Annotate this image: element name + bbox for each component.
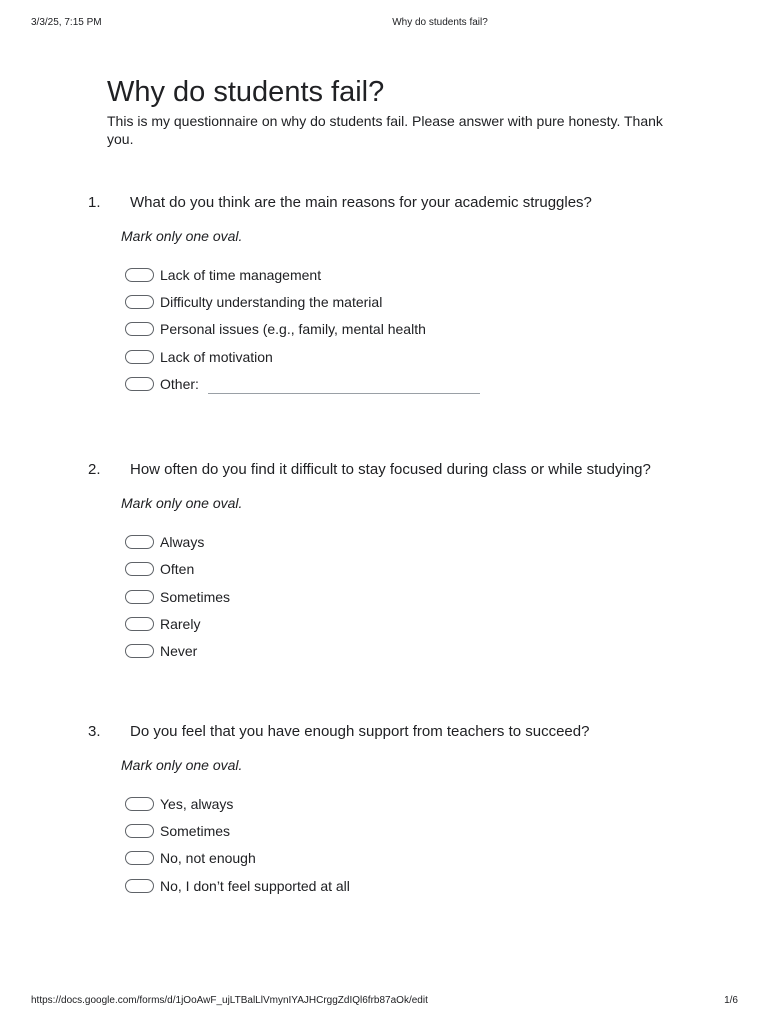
radio-oval[interactable] xyxy=(125,295,154,309)
option-label: Sometimes xyxy=(160,823,231,839)
print-datetime: 3/3/25, 7:15 PM xyxy=(31,17,102,28)
question-hint: Mark only one oval. xyxy=(121,757,243,773)
option-label: No, not enough xyxy=(160,850,256,866)
option-rarely[interactable] xyxy=(125,615,200,633)
radio-oval[interactable] xyxy=(125,824,154,838)
option-often[interactable] xyxy=(125,560,194,578)
option-not-supported[interactable] xyxy=(125,877,350,895)
option-label: Other: xyxy=(160,376,199,392)
question-text: Do you feel that you have enough support from teachers to succeed? xyxy=(130,723,590,740)
option-yes-always[interactable] xyxy=(125,795,233,813)
question-number: 1. xyxy=(88,194,101,211)
radio-oval[interactable] xyxy=(125,377,154,391)
option-label: Difficulty understanding the material xyxy=(160,294,383,310)
radio-oval[interactable] xyxy=(125,590,154,604)
option-lack-of-time-management[interactable] xyxy=(125,266,321,284)
option-label: Lack of motivation xyxy=(160,349,273,365)
print-url: https://docs.google.com/forms/d/1jOoAwF_ujLTBalLlVmynIYAJHCrggZdIQl6frb87aOk/edit xyxy=(31,995,428,1006)
option-label: Often xyxy=(160,561,195,577)
option-label: Personal issues (e.g., family, mental health xyxy=(160,321,426,337)
option-lack-of-motivation[interactable] xyxy=(125,348,273,366)
option-label: Always xyxy=(160,534,205,550)
radio-oval[interactable] xyxy=(125,617,154,631)
option-sometimes[interactable] xyxy=(125,822,230,840)
option-always[interactable] xyxy=(125,533,204,551)
question-number: 2. xyxy=(88,461,101,478)
print-doc-title: Why do students fail? xyxy=(392,17,488,28)
option-difficulty-understanding[interactable] xyxy=(125,293,382,311)
print-footer xyxy=(0,995,768,1009)
option-label: Sometimes xyxy=(160,589,231,605)
option-label: Rarely xyxy=(160,616,201,632)
option-label: Lack of time management xyxy=(160,267,322,283)
radio-oval[interactable] xyxy=(125,879,154,893)
option-label: Yes, always xyxy=(160,796,234,812)
option-label: Never xyxy=(160,643,198,659)
option-no-not-enough[interactable] xyxy=(125,849,256,867)
radio-oval[interactable] xyxy=(125,851,154,865)
option-personal-issues[interactable] xyxy=(125,320,426,338)
radio-oval[interactable] xyxy=(125,644,154,658)
radio-oval[interactable] xyxy=(125,268,154,282)
question-text: What do you think are the main reasons for your academic struggles? xyxy=(130,194,592,211)
other-text-field[interactable] xyxy=(208,380,480,394)
print-header xyxy=(0,17,768,31)
question-number: 3. xyxy=(88,723,101,740)
radio-oval[interactable] xyxy=(125,322,154,336)
option-other[interactable] xyxy=(125,375,480,393)
question-hint: Mark only one oval. xyxy=(121,495,243,511)
radio-oval[interactable] xyxy=(125,562,154,576)
radio-oval[interactable] xyxy=(125,797,154,811)
radio-oval[interactable] xyxy=(125,535,154,549)
question-text: How often do you find it difficult to stay focused during class or while studying? xyxy=(130,461,651,478)
form-title: Why do students fail? xyxy=(107,76,385,108)
radio-oval[interactable] xyxy=(125,350,154,364)
question-hint: Mark only one oval. xyxy=(121,228,243,244)
page-number: 1/6 xyxy=(724,995,738,1006)
option-never[interactable] xyxy=(125,642,197,660)
form-description: This is my questionnaire on why do students fail. Please answer with pure honesty. Thank you. xyxy=(107,113,663,147)
option-label: No, I don’t feel supported at all xyxy=(160,878,350,894)
option-sometimes[interactable] xyxy=(125,588,230,606)
